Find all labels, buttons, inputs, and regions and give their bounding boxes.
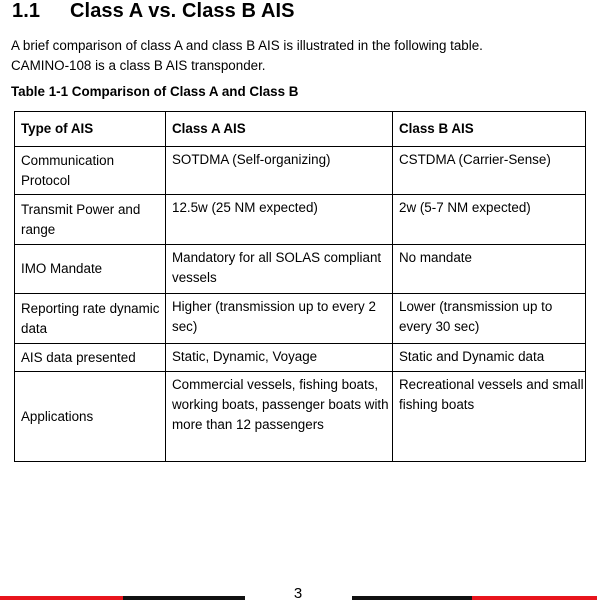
class-b-cell: Recreational vessels and small fishing boats: [393, 372, 586, 462]
class-a-cell: Higher (transmission up to every 2 sec): [166, 294, 393, 344]
table-row: [15, 245, 586, 294]
page-number: 3: [293, 585, 303, 602]
table-row: [15, 195, 586, 245]
row-label: Applications: [15, 372, 166, 462]
section-title: Class A vs. Class B AIS: [70, 0, 295, 22]
class-a-cell: Static, Dynamic, Voyage: [166, 344, 393, 372]
class-b-cell: 2w (5-7 NM expected): [393, 195, 586, 245]
intro-paragraph: [11, 36, 586, 76]
class-b-cell: No mandate: [393, 245, 586, 294]
row-label: IMO Mandate: [15, 245, 166, 294]
class-a-cell: 12.5w (25 NM expected): [166, 195, 393, 245]
footer-bar-red-left: [0, 596, 123, 600]
table-row: [15, 372, 586, 462]
comparison-table: [14, 111, 586, 462]
class-a-cell: Commercial vessels, fishing boats, working boats, passenger boats with more than 12 passengers: [166, 372, 393, 462]
class-a-cell: SOTDMA (Self-organizing): [166, 147, 393, 195]
header-cell-type: Type of AIS: [15, 112, 166, 147]
row-label: Communication Protocol: [15, 147, 166, 195]
footer-bar-black-left: [123, 596, 245, 600]
table-header-row: [15, 112, 586, 147]
table-row: [15, 294, 586, 344]
row-label: Transmit Power and range: [15, 195, 166, 245]
header-cell-class-a: Class A AIS: [166, 112, 393, 147]
row-label: AIS data presented: [15, 344, 166, 372]
table-row: [15, 344, 586, 372]
row-label: Reporting rate dynamic data: [15, 294, 166, 344]
intro-line-2: CAMINO-108 is a class B AIS transponder.: [11, 58, 266, 73]
table-row: [15, 147, 586, 195]
table-caption: Table 1-1 Comparison of Class A and Class B: [11, 84, 299, 99]
footer-bar-black-right: [352, 596, 472, 600]
footer-bar-red-right: [472, 596, 597, 600]
page-footer: [0, 585, 597, 603]
class-b-cell: Lower (transmission up to every 30 sec): [393, 294, 586, 344]
class-b-cell: Static and Dynamic data: [393, 344, 586, 372]
class-a-cell: Mandatory for all SOLAS compliant vessels: [166, 245, 393, 294]
intro-line-1: A brief comparison of class A and class B AIS is illustrated in the following table.: [11, 38, 483, 53]
class-b-cell: CSTDMA (Carrier-Sense): [393, 147, 586, 195]
section-heading: [12, 0, 295, 23]
section-number: 1.1: [12, 0, 41, 22]
header-cell-class-b: Class B AIS: [393, 112, 586, 147]
